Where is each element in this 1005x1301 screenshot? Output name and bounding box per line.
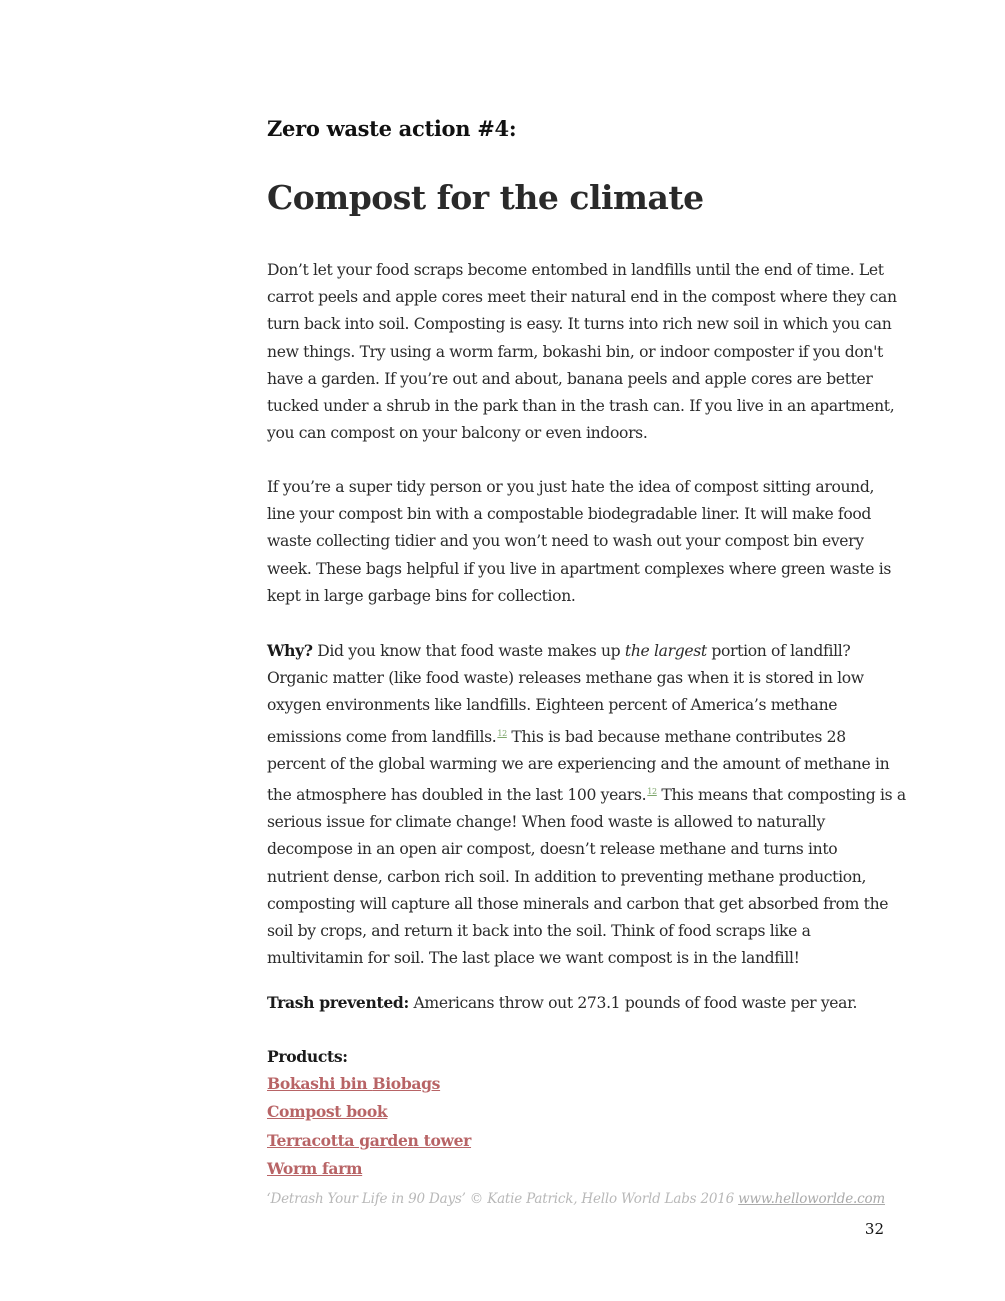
text-line: you can compost on your balcony or even indoors. [267,424,648,443]
footnote-link[interactable]: 12 [497,728,507,738]
footer-url-link[interactable]: www.helloworlde.com [738,1191,885,1207]
product-link-biobags[interactable]: Biobags [372,1074,441,1094]
product-link-bokashi-bin[interactable]: Bokashi bin [267,1074,373,1094]
text-line: have a garden. If you’re out and about, banana peels and apple cores are better [267,369,873,388]
why-label: Why? [267,641,313,660]
trash-label: Trash prevented: [267,993,409,1012]
text-span: This means that composting is a [656,786,906,805]
text-line [267,989,887,1017]
footnote-link[interactable]: 12 [647,787,657,797]
page-footer [266,1191,885,1207]
products-section [267,1043,471,1183]
text-line: week. These bags helpful if you live in apartment complexes where green waste is [267,559,892,578]
text-line: If you’re a super tidy person or you just hate the idea of compost sitting around, [267,478,875,496]
product-link-worm-farm[interactable]: Worm farm [267,1158,363,1178]
text-line [267,720,887,751]
text-line: Organic matter (like food waste) releases methane gas when it is stored in low [267,669,864,688]
product-link-row [267,1070,471,1098]
action-kicker: Zero waste action #4: [267,116,517,141]
product-link-terracotta-garden-tower[interactable]: Terracotta garden tower [267,1130,472,1150]
text-line: turn back into soil. Composting is easy. It turns into rich new soil in which you can [267,315,892,334]
text-line: carrot peels and apple cores meet their natural end in the compost where they can [267,288,897,307]
text-span: emissions come from landfills. [267,727,497,746]
text-line [267,778,906,809]
trash-prevented [267,989,887,1017]
text-line: serious issue for climate change! When food waste is allowed to naturally [267,813,825,832]
text-line: line your compost bin with a compostable biodegradable liner. It will make food [267,505,872,524]
text-line: percent of the global warming we are experiencing and the amount of methane in [267,754,890,773]
text-line: Don’t let your food scraps become entombed in landfills until the end of time. Let [267,261,884,279]
page-title: Compost for the climate [267,178,704,217]
text-line: decompose in an open air compost, doesn’t release methane and turns into [267,840,838,859]
text-line: kept in large garbage bins for collection. [267,586,576,605]
trash-text: Americans throw out 273.1 pounds of food waste per year. [408,994,858,1012]
intro-paragraph [267,257,897,447]
emphasis-text: the largest [624,642,707,660]
text-span: Did you know that food waste makes up [312,642,625,660]
page-number: 32 [864,1220,884,1238]
text-span: This is bad because methane contributes 28 [506,727,846,746]
why-paragraph [267,637,906,972]
text-line: composting will capture all those minerals and carbon that get absorbed from the [267,894,889,913]
product-link-row [267,1155,471,1183]
text-line: oxygen environments like landfills. Eighteen percent of America’s methane [267,696,838,715]
text-line: tucked under a shrub in the park than in the trash can. If you live in an apartment, [267,397,895,416]
text-line: nutrient dense, carbon rich soil. In addition to preventing methane production, [267,867,867,886]
text-span: portion of landfill? [706,642,851,660]
product-link-row [267,1098,471,1126]
product-link-compost-book[interactable]: Compost book [267,1102,388,1122]
text-line: waste collecting tidier and you won’t need to wash out your compost bin every [267,532,864,551]
product-link-row [267,1127,471,1155]
text-span: the atmosphere has doubled in the last 100 years. [267,786,647,805]
products-label: Products: [267,1047,348,1066]
text-line: multivitamin for soil. The last place we want compost is in the landfill! [267,949,800,968]
text-line [267,637,887,665]
footer-credit: ‘Detrash Your Life in 90 Days’ © Katie Patrick, Hello World Labs 2016 [266,1191,739,1207]
text-line: new things. Try using a worm farm, bokashi bin, or indoor composter if you don't [267,342,883,361]
liner-paragraph [267,474,892,610]
text-line: soil by crops, and return it back into the soil. Think of food scraps like a [267,922,811,941]
